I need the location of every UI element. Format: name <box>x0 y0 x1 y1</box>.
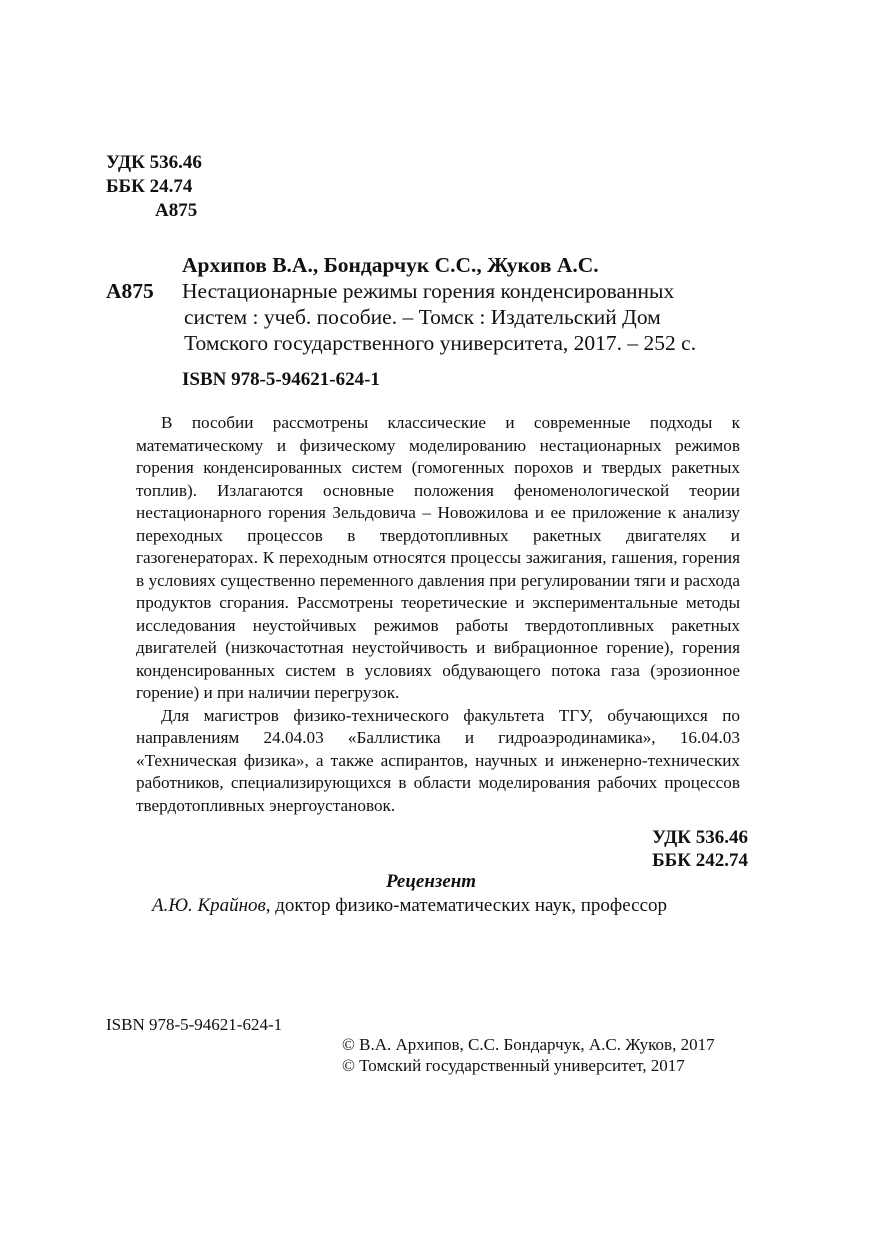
authors: Архипов В.А., Бондарчук С.С., Жуков А.С. <box>182 253 599 277</box>
bbk-code: ББК 24.74 <box>106 176 193 197</box>
bbk-code-right: ББК 242.74 <box>652 850 748 871</box>
title-line-1: Нестационарные режимы горения конденсированных <box>182 279 675 303</box>
abstract-paragraph-1: В пособии рассмотрены классические и современные подходы к математическому и физическому моделированию нестационарных режимов горения конденсированных систем (гомогенных порохов и твердых ракетных топлив). Излагаются основные положения феноменологической теории нестационарного горения Зельдовича – Новожилова и ее приложение к анализу переходных процессов в твердотопливных ракетных двигателях и газогенераторах. К переходным относятся процессы зажигания, гашения, горения в условиях существенно переменного давления при регулировании тяги и расхода продуктов сгорания. Рассмотрены теоретические и экспериментальные методы исследования неустойчивых режимов работы твердотопливных ракетных двигателей (низкочастотная неустойчивость и вибрационное горение), горения конденсированных систем в условиях обдувающего потока газа (эрозионное горение) и при наличии перегрузок. <box>136 413 740 702</box>
reviewer-name: А.Ю. Крайнов <box>152 895 266 916</box>
copyright-authors: © В.А. Архипов, С.С. Бондарчук, А.С. Жуков, 2017 <box>342 1035 715 1054</box>
udk-code: УДК 536.46 <box>106 152 202 173</box>
bibliographic-sign: А875 <box>106 279 154 303</box>
isbn-footer: ISBN 978-5-94621-624-1 <box>106 1015 283 1034</box>
title-line-2: систем : учеб. пособие. – Томск : Издательский Дом <box>184 305 661 329</box>
title-line-3: Томского государственного университета, 2017. – 252 с. <box>184 331 697 355</box>
reviewer-line <box>152 895 667 917</box>
abstract-paragraph-2: Для магистров физико-технического факультета ТГУ, обучающихся по направлениям 24.04.03 «Баллистика и гидроаэродинамика», 16.04.03 «Техническая физика», а также аспирантов, научных и инженерно-технических работников, специализирующихся в области моделирования рабочих процессов твердотопливных энергоустановок. <box>136 705 740 815</box>
udk-code-right: УДК 536.46 <box>652 827 748 848</box>
reviewer-description: , доктор физико-математических наук, профессор <box>265 895 668 916</box>
isbn-bibliographic: ISBN 978-5-94621-624-1 <box>182 369 380 390</box>
abstract <box>136 412 740 817</box>
author-sign: А875 <box>155 200 198 221</box>
copyright-university: © Томский государственный университет, 2017 <box>342 1056 685 1075</box>
reviewer-heading: Рецензент <box>386 871 477 892</box>
